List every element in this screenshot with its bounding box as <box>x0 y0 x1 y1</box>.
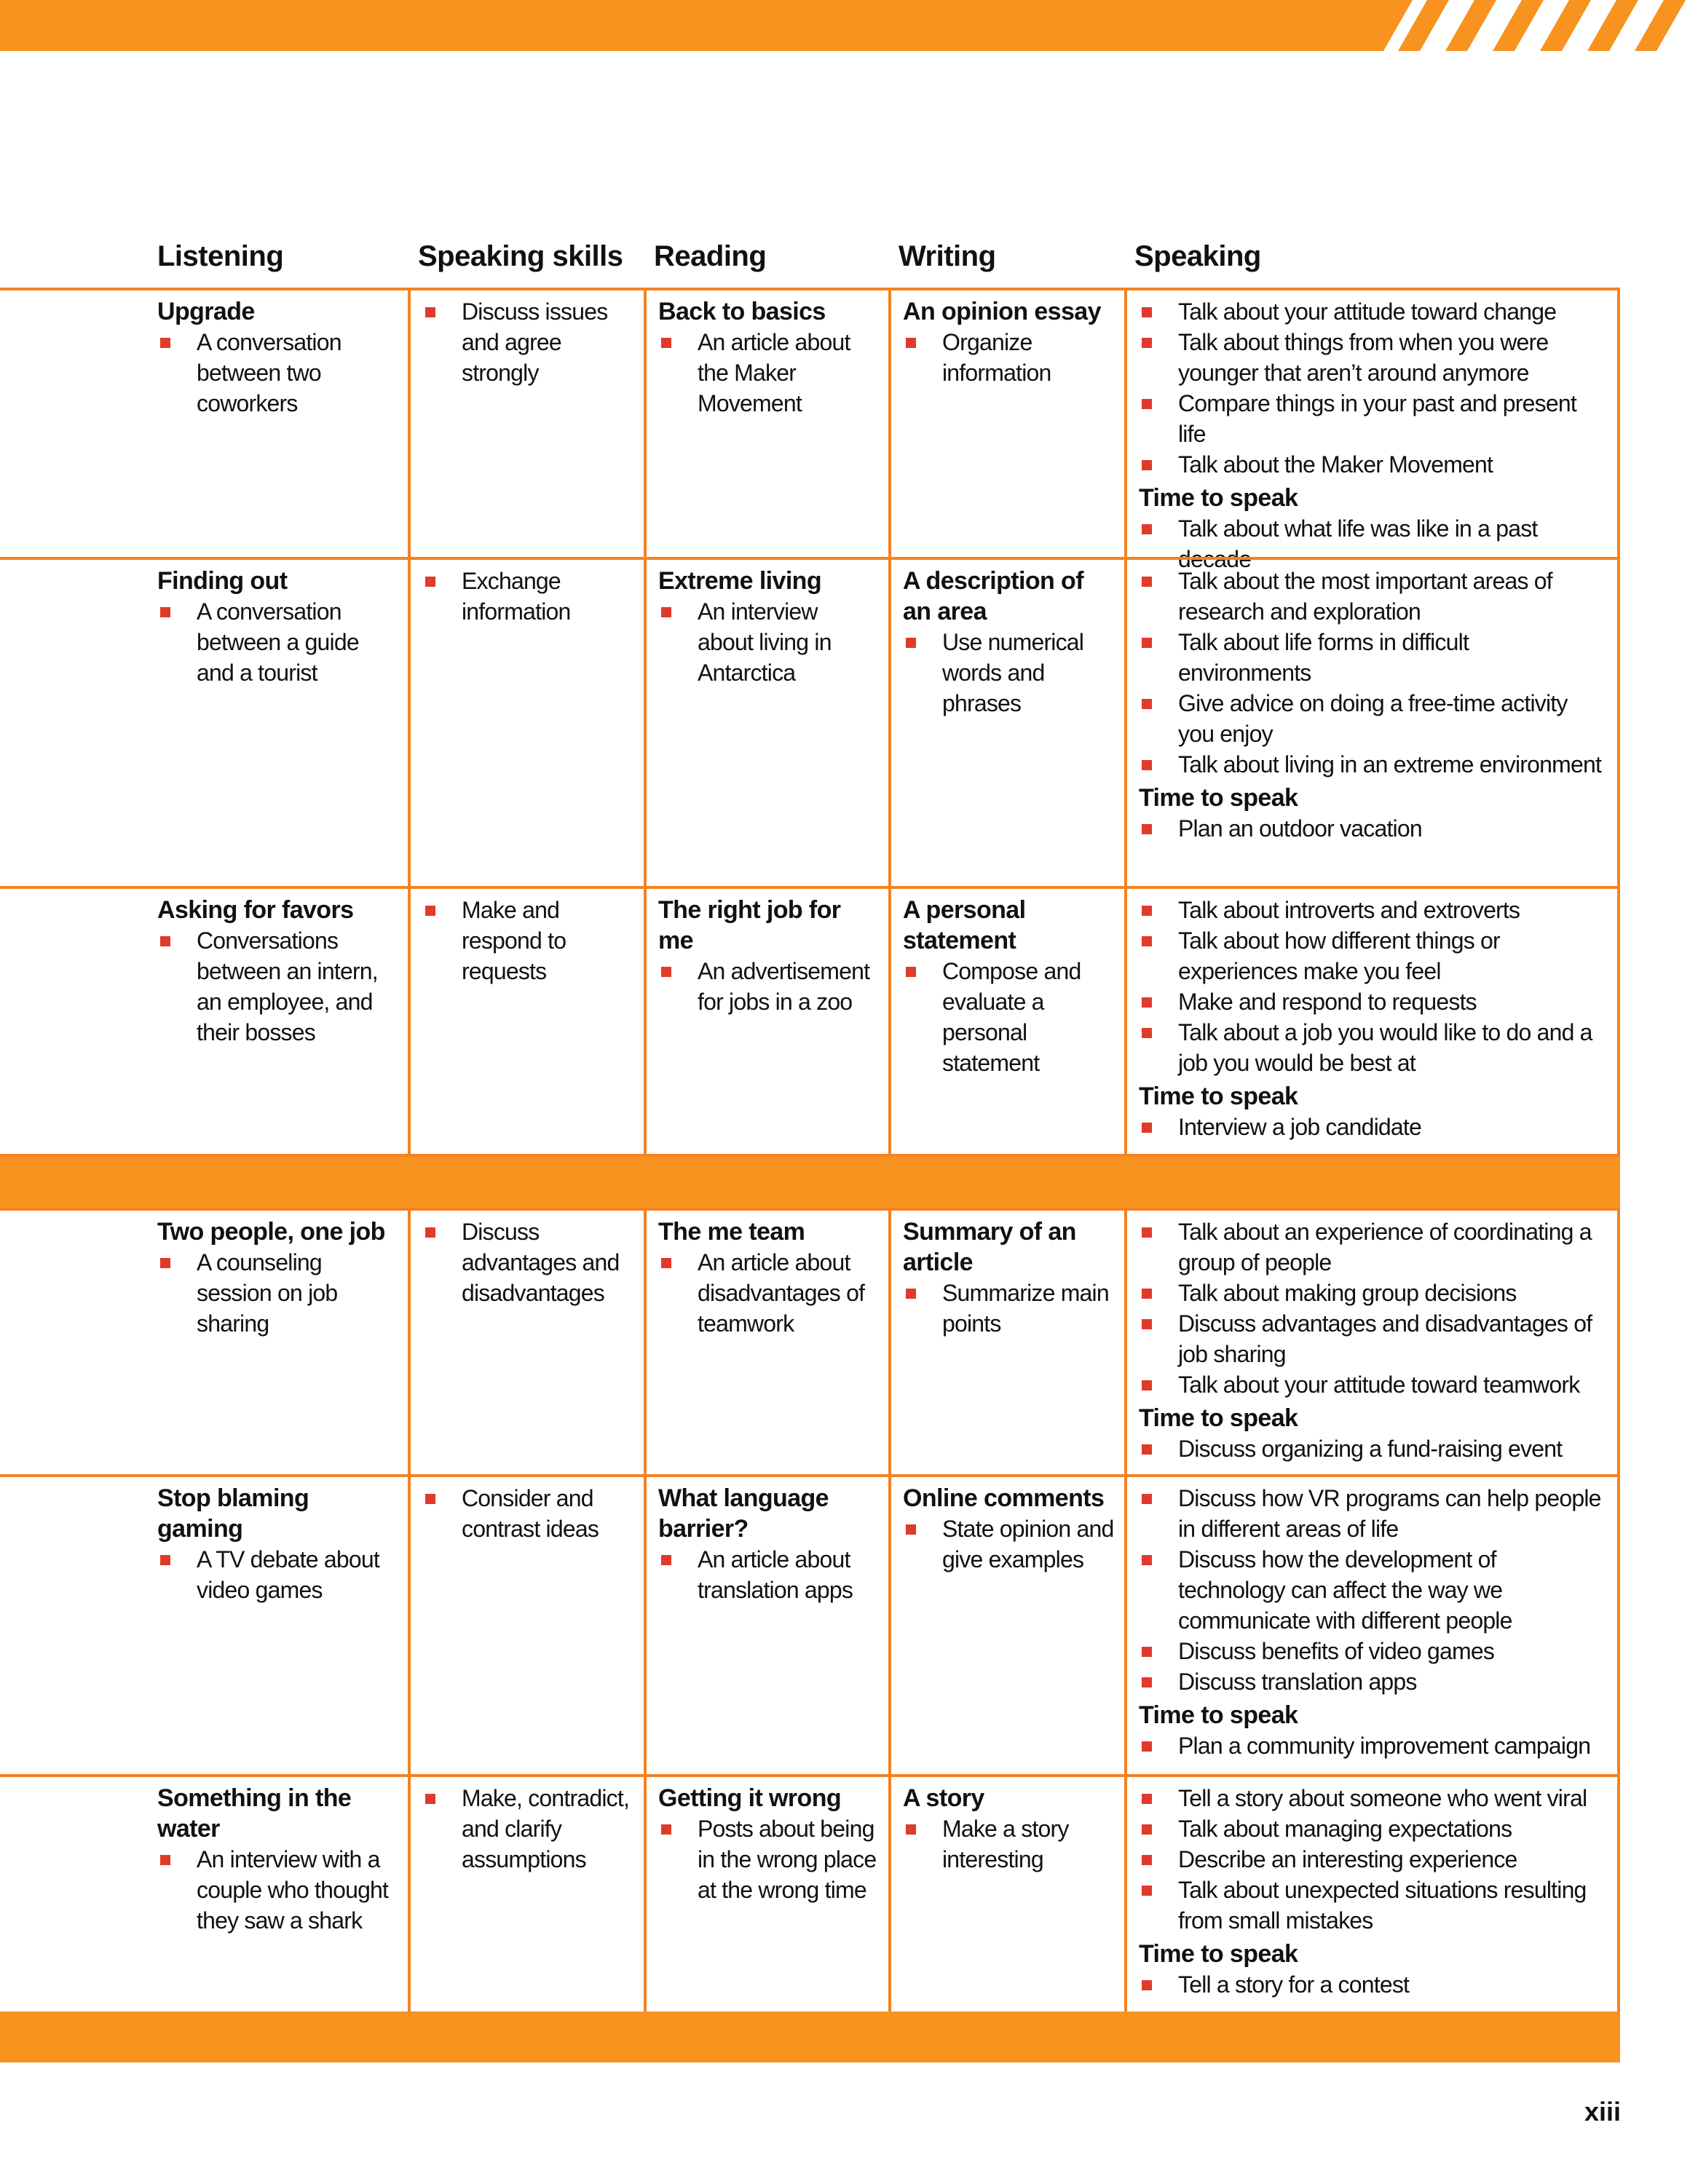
speaking-skills-cell <box>408 1211 644 1474</box>
table-row <box>0 886 1620 1154</box>
list-item: Exchange information <box>422 566 633 627</box>
header-speaking-skills: Speaking skills <box>418 240 623 272</box>
top-orange-banner <box>0 0 1698 51</box>
list-item: Use numerical words and phrases <box>903 627 1114 719</box>
writing-cell <box>888 889 1124 1154</box>
reading-title: Getting it wrong <box>658 1784 842 1812</box>
header-writing: Writing <box>899 240 996 272</box>
list-item: Discuss organizing a fund-raising event <box>1139 1433 1607 1464</box>
speaking-skills-cell <box>408 1477 644 1774</box>
speaking-skills-cell <box>408 560 644 886</box>
speaking-cell <box>1124 560 1620 886</box>
speaking-cell <box>1124 1477 1620 1774</box>
table-row <box>0 288 1620 572</box>
list-item: Talk about living in an extreme environment <box>1139 749 1607 780</box>
time-to-speak-title: Time to speak <box>1139 484 1298 512</box>
time-to-speak-title: Time to speak <box>1139 1083 1298 1110</box>
list-item: Talk about life forms in difficult environments <box>1139 627 1607 688</box>
list-item: A counseling session on job sharing <box>157 1247 398 1339</box>
unit-title: Stop blaming gaming <box>157 1484 309 1543</box>
reading-cell <box>644 1211 888 1474</box>
list-item: Describe an interesting experience <box>1139 1844 1607 1875</box>
list-item: Compose and evaluate a personal statement <box>903 956 1114 1078</box>
unit-title: Finding out <box>157 567 288 595</box>
column-headers <box>0 240 1698 284</box>
list-item: Plan an outdoor vacation <box>1139 813 1607 844</box>
list-item: Talk about what life was like in a past decade <box>1139 513 1607 574</box>
reading-cell <box>644 1777 888 2011</box>
list-item: Talk about things from when you were younger that aren’t around anymore <box>1139 327 1607 388</box>
reading-cell <box>644 290 888 557</box>
reading-cell <box>644 560 888 886</box>
list-item: Discuss advantages and disadvantages <box>422 1216 633 1308</box>
list-item: Posts about being in the wrong place at the wrong time <box>658 1813 878 1905</box>
list-item: Make a story interesting <box>903 1813 1114 1875</box>
list-item: Talk about making group decisions <box>1139 1278 1607 1308</box>
writing-title: A personal statement <box>903 896 1026 954</box>
list-item: Talk about unexpected situations resulting from small mistakes <box>1139 1875 1607 1936</box>
list-item: Discuss translation apps <box>1139 1666 1607 1697</box>
writing-cell <box>888 1211 1124 1474</box>
list-item: Tell a story for a contest <box>1139 1969 1607 2000</box>
reading-title: The me team <box>658 1218 805 1246</box>
list-item: Talk about your attitude toward teamwork <box>1139 1369 1607 1400</box>
list-item: Compare things in your past and present life <box>1139 388 1607 449</box>
table-row <box>0 1774 1620 2011</box>
speaking-skills-cell <box>408 290 644 557</box>
list-item: An article about the Maker Movement <box>658 327 878 419</box>
speaking-cell <box>1124 1211 1620 1474</box>
list-item: A conversation between a guide and a tourist <box>157 596 398 688</box>
unit-title: Upgrade <box>157 298 255 325</box>
writing-cell <box>888 290 1124 557</box>
page-number: xiii <box>1584 2097 1622 2126</box>
table-row <box>0 1474 1620 1774</box>
speaking-cell <box>1124 290 1620 572</box>
header-listening: Listening <box>157 240 284 272</box>
list-item: Conversations between an intern, an employee, and their bosses <box>157 925 398 1048</box>
list-item: An interview about living in Antarctica <box>658 596 878 688</box>
list-item: Talk about how different things or experiences make you feel <box>1139 925 1607 986</box>
listening-cell <box>146 290 408 557</box>
listening-cell <box>146 1777 408 2011</box>
list-item: Make and respond to requests <box>422 895 633 986</box>
time-to-speak-title: Time to speak <box>1139 1940 1298 1968</box>
list-item: Summarize main points <box>903 1278 1114 1339</box>
list-item: An article about translation apps <box>658 1544 878 1605</box>
list-item: Talk about a job you would like to do and a job you would be best at <box>1139 1017 1607 1078</box>
list-item: Talk about managing expectations <box>1139 1813 1607 1844</box>
list-item: An interview with a couple who thought they saw a shark <box>157 1844 398 1936</box>
list-item: Organize information <box>903 327 1114 388</box>
list-item: Make and respond to requests <box>1139 986 1607 1017</box>
speaking-cell <box>1124 889 1620 1154</box>
list-item: Talk about introverts and extroverts <box>1139 895 1607 925</box>
syllabus-table <box>0 288 1620 2062</box>
reading-title: Extreme living <box>658 567 822 595</box>
list-item: An article about disadvantages of teamwork <box>658 1247 878 1339</box>
reading-title: The right job for me <box>658 896 841 954</box>
list-item: Discuss issues and agree strongly <box>422 296 633 388</box>
list-item: Give advice on doing a free-time activity you enjoy <box>1139 688 1607 749</box>
reading-cell <box>644 1477 888 1774</box>
list-item: Talk about the most important areas of research and exploration <box>1139 566 1607 627</box>
listening-cell <box>146 889 408 1154</box>
speaking-cell <box>1124 1777 1620 2011</box>
speaking-skills-cell <box>408 1777 644 2011</box>
writing-cell <box>888 1477 1124 1774</box>
listening-cell <box>146 560 408 886</box>
list-item: Talk about your attitude toward change <box>1139 296 1607 327</box>
list-item: Plan a community improvement campaign <box>1139 1730 1607 1761</box>
list-item: A conversation between two coworkers <box>157 327 398 419</box>
writing-title: An opinion essay <box>903 298 1101 325</box>
time-to-speak-title: Time to speak <box>1139 784 1298 812</box>
header-speaking: Speaking <box>1134 240 1261 272</box>
list-item: Tell a story about someone who went viral <box>1139 1783 1607 1813</box>
header-reading: Reading <box>654 240 767 272</box>
listening-cell <box>146 1477 408 1774</box>
time-to-speak-title: Time to speak <box>1139 1701 1298 1729</box>
writing-cell <box>888 1777 1124 2011</box>
table-row <box>0 1208 1620 1474</box>
list-item: Discuss benefits of video games <box>1139 1636 1607 1666</box>
writing-cell <box>888 560 1124 886</box>
unit-title: Something in the water <box>157 1784 352 1843</box>
speaking-skills-cell <box>408 889 644 1154</box>
writing-title: Online comments <box>903 1484 1105 1512</box>
writing-title: Summary of an article <box>903 1218 1076 1276</box>
time-to-speak-title: Time to speak <box>1139 1404 1298 1432</box>
list-item: Consider and contrast ideas <box>422 1483 633 1544</box>
list-item: Discuss how the development of technology can affect the way we communicate with different people <box>1139 1544 1607 1636</box>
listening-cell <box>146 1211 408 1474</box>
list-item: A TV debate about video games <box>157 1544 398 1605</box>
list-item: Make, contradict, and clarify assumptions <box>422 1783 633 1875</box>
reading-title: What language barrier? <box>658 1484 829 1543</box>
unit-title: Two people, one job <box>157 1218 385 1246</box>
list-item: Talk about the Maker Movement <box>1139 449 1607 480</box>
list-item: Discuss how VR programs can help people in different areas of life <box>1139 1483 1607 1544</box>
bottom-orange-band <box>0 2011 1620 2062</box>
list-item: An advertisement for jobs in a zoo <box>658 956 878 1017</box>
unit-title: Asking for favors <box>157 896 354 924</box>
list-item: State opinion and give examples <box>903 1514 1114 1575</box>
section-divider-band <box>0 1154 1620 1208</box>
reading-title: Back to basics <box>658 298 826 325</box>
reading-cell <box>644 889 888 1154</box>
list-item: Talk about an experience of coordinating a group of people <box>1139 1216 1607 1278</box>
list-item: Discuss advantages and disadvantages of job sharing <box>1139 1308 1607 1369</box>
writing-title: A story <box>903 1784 984 1812</box>
writing-title: A description of an area <box>903 567 1083 625</box>
table-row <box>0 557 1620 886</box>
list-item: Interview a job candidate <box>1139 1112 1607 1142</box>
